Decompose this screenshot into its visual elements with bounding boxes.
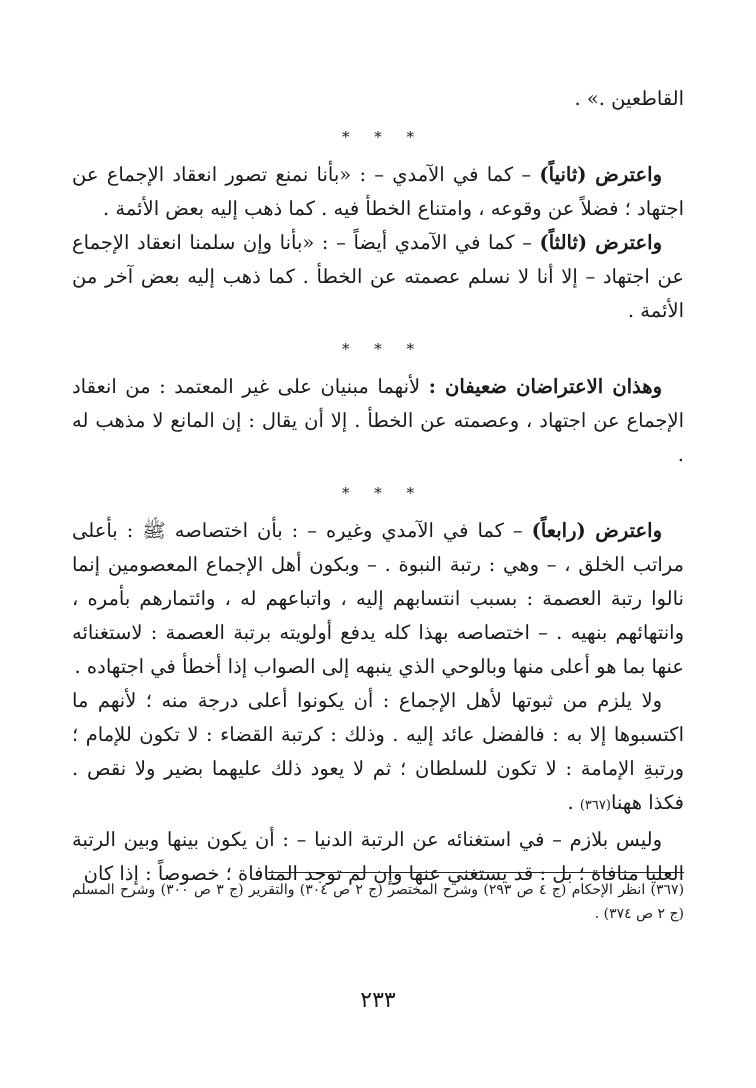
paragraph-objection-3 [72,226,684,328]
paragraph-rank: وليس بلازم – في استغنائه عن الرتبة الدنيا – : أن يكون بينها وبين الرتبة العليا منافاة ؛ بل : قد يستغني عنها وإن لم توجد المنافاة ؛ خصوصاً : إذا كان [72,828,684,885]
objection-2-heading: واعترض (ثانياً) [539,163,662,186]
page-number: ٢٣٣ [360,988,396,1013]
weak-objections-text: لأنهما مبنيان على غير المعتمد : من انعقاد الإجماع عن اجتهاد ، وعصمته عن الخطأ . إلا أن يقال : إن المانع لا مذهب له . [72,375,684,466]
line-top: القاطعين .» . [574,87,684,110]
objection-4-text: – كما في الآمدي وغيره – : بأن اختصاصه ﷺ : بأعلى مراتب الخلق ، – وهي : رتبة النبوة . – وبكون أهل الإجماع المعصومين إنما نالوا رتبة العصمة : بسبب انتسابهم إليه ، واتباعهم له ، وائتمارهم بأمره ، وانتهائهم بنهيه . – اختصاصه بهذا كله يدفع أولويته برتبة العصمة : لاستغنائه عنها بما هو أعلى منها وبالوحي الذي ينبهه إلى الصواب إذا أخطأ في اجتهاده . [72,519,684,678]
objection-3-heading: واعترض (ثالثاً) [539,231,662,254]
weak-objections-heading: وهذان الاعتراضان ضعيفان : [428,375,662,398]
section-separator: * * * [341,128,425,146]
paragraph-not-required [72,684,684,823]
objection-3-text: – كما في الآمدي أيضاً – : «بأنا وإن سلمنا انعقاد الإجماع عن اجتهاد – إلا أنا لا نسلم عصمته عن الخطأ . كما ذهب إليه بعض آخر من الأئمة . [72,231,684,322]
paragraph-not-required-text: ولا يلزم من ثبوتها لأهل الإجماع : أن يكونوا أعلى درجة منه ؛ لأنهم ما اكتسبوها إلا به : فالفضل عائد إليه . وذلك : كرتبة القضاء : لا تكون للإمام ؛ ورتبةِ الإمامة : لا تكون للسلطان ؛ ثم لا يعود ذلك عليهما بضير ولا نقص . فكذا ههنا [72,689,684,814]
footnote-ref: (٣٦٧) [579,798,611,813]
footnote-divider [268,872,684,873]
paragraph-not-required-end: . [567,791,580,814]
paragraph-objection-4 [72,514,684,684]
footnote: (٣٦٧) انظر الإحكام (ج ٤ ص ٢٩٣) وشرح المختصر (ج ٢ ص ٣٠٤) والتقرير (ج ٣ ص ٣٠٠) وشرح المسلم (ج ٢ ص ٣٧٤) . [72,882,685,922]
objection-4-heading: واعترض (رابعاً) [531,519,662,542]
section-separator: * * * [341,340,425,358]
paragraph-weak-objections [72,370,684,472]
paragraph-objection-2 [72,158,684,226]
objection-2-text: – كما في الآمدي – : «بأنا نمنع تصور انعقاد الإجماع عن اجتهاد ؛ فضلاً عن وقوعه ، وامتناع الخطأ فيه . كما ذهب إليه بعض الأئمة . [72,163,684,220]
page-body [72,82,684,891]
section-separator: * * * [341,484,425,502]
